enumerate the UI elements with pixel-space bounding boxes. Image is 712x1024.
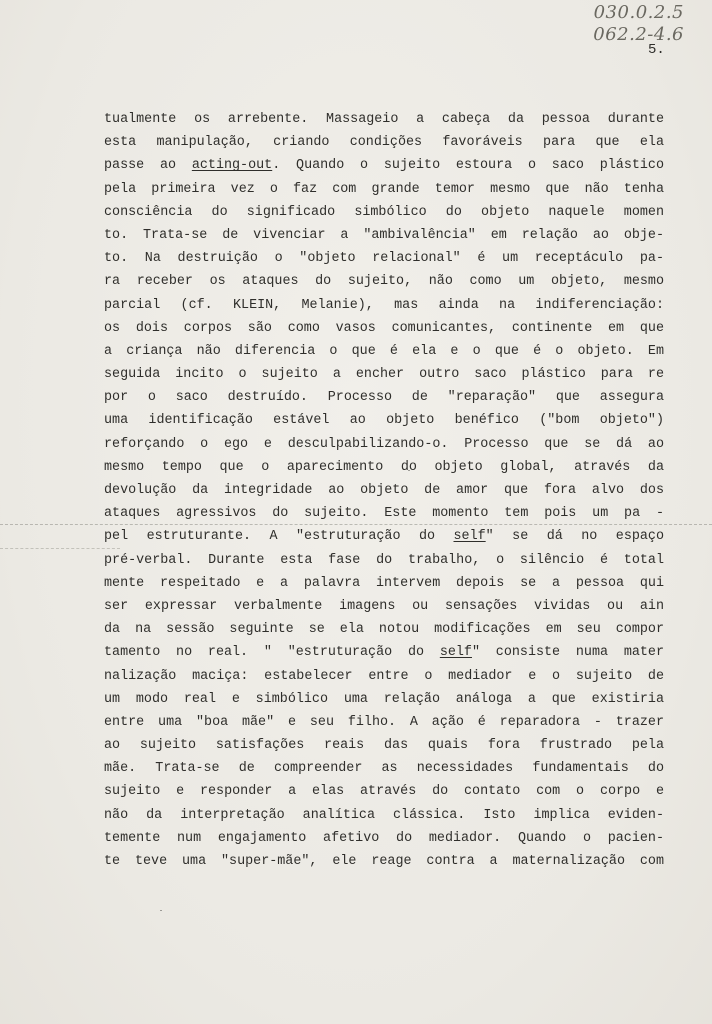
text-segment: mãe. Trata-se de compreender as necessidades fundamentais do: [104, 761, 664, 777]
text-line: [104, 804, 664, 827]
text-segment: . Quando o sujeito estoura o saco plástico: [272, 158, 664, 174]
text-segment: entre uma "boa mãe" e seu filho. A ação é reparadora - trazer: [104, 714, 664, 730]
text-segment: " consiste numa mater: [471, 645, 664, 661]
text-line: [104, 108, 664, 131]
text-segment: mesmo tempo que o aparecimento do objeto global, através da: [104, 459, 664, 475]
text-line: [104, 386, 664, 409]
text-segment: " se dá no espaço: [485, 529, 664, 545]
text-segment: um modo real e simbólico uma relação análoga a que existiria: [104, 691, 664, 707]
underlined-term: acting-out: [191, 158, 273, 174]
text-segment: parcial (cf. KLEIN, Melanie), mas ainda na indiferenciação:: [104, 297, 664, 313]
text-segment: da na sessão seguinte se ela notou modificações em seu compor: [104, 622, 664, 638]
text-segment: consciência do significado simbólico do objeto naquele momen: [104, 204, 664, 220]
text-line: [104, 131, 664, 154]
text-segment: devolução da integridade ao objeto de amor que fora alvo dos: [104, 483, 664, 498]
paper-speck: [160, 910, 162, 911]
text-line: [104, 409, 664, 432]
text-line: [104, 363, 664, 386]
text-line: [104, 827, 664, 850]
text-line: [104, 549, 664, 572]
text-line: [104, 479, 664, 502]
text-segment: pré-verbal. Durante esta fase do trabalho, o silêncio é total: [104, 552, 664, 568]
text-line: [104, 433, 664, 456]
text-line: [104, 502, 664, 525]
text-line: [104, 850, 664, 873]
text-segment: pela primeira vez o faz com grande temor mesmo que não tenha: [104, 181, 664, 197]
body-text: [104, 108, 664, 873]
text-segment: mente respeitado e a palavra intervem depois se a pessoa qui: [104, 575, 664, 591]
text-line: [104, 201, 664, 224]
text-segment: os dois corpos são como vasos comunicantes, continente em que: [104, 320, 664, 336]
text-segment: ataques agressivos do sujeito. Este momento tem pois um pa -: [104, 506, 664, 522]
text-segment: nalização maciça: estabelecer entre o mediador e o sujeito de: [104, 668, 664, 684]
archive-code-1: 030.0.2.5: [593, 2, 684, 23]
text-line: [104, 456, 664, 479]
text-segment: sujeito e responder a elas através do contato com o corpo e: [104, 784, 664, 800]
text-segment: não da interpretação analítica clássica. Isto implica eviden-: [104, 807, 664, 823]
text-segment: reforçando o ego e desculpabilizando-o. Processo que se dá ao: [104, 436, 664, 452]
text-segment: pel estruturante. A "estruturação do: [104, 529, 454, 545]
text-line: [104, 317, 664, 340]
text-line: [104, 270, 664, 293]
text-line: [104, 665, 664, 688]
fold-mark-left: [0, 548, 120, 549]
underlined-term: self: [439, 645, 472, 661]
text-segment: to. Trata-se de vivenciar a "ambivalência" em relação ao obje-: [104, 227, 664, 243]
text-line: [104, 688, 664, 711]
text-segment: passe ao: [104, 158, 192, 174]
text-line: [104, 618, 664, 641]
text-segment: esta manipulação, criando condições favoráveis para que ela: [104, 135, 664, 151]
text-segment: seguida incito o sujeito a encher outro saco plástico para re: [104, 367, 664, 383]
text-segment: a criança não diferencia o que é ela e o que é o objeto. Em: [104, 343, 664, 359]
text-segment: ser expressar verbalmente imagens ou sensações vividas ou ain: [104, 598, 664, 614]
text-segment: te teve uma "super-mãe", ele reage contra a maternalização com: [104, 854, 664, 869]
text-line: [104, 247, 664, 270]
archive-code-2: 062.2-4.6: [593, 24, 684, 45]
text-line: [104, 595, 664, 618]
underlined-term: self: [453, 529, 486, 545]
text-line: [104, 757, 664, 780]
text-line: [104, 294, 664, 317]
text-line: [104, 340, 664, 363]
text-segment: uma identificação estável ao objeto benéfico ("bom objeto"): [104, 413, 664, 429]
text-segment: temente num engajamento afetivo do mediador. Quando o pacien-: [104, 830, 664, 846]
text-line: [104, 178, 664, 201]
text-segment: por o saco destruído. Processo de "reparação" que assegura: [104, 390, 664, 406]
text-line: [104, 711, 664, 734]
text-line: [104, 780, 664, 803]
text-segment: tamento no real. " "estruturação do: [104, 645, 440, 661]
text-segment: to. Na destruição o "objeto relacional" é um receptáculo pa-: [104, 251, 664, 267]
text-segment: ra receber os ataques do sujeito, não como um objeto, mesmo: [104, 274, 664, 290]
text-line: [104, 525, 664, 548]
text-segment: tualmente os arrebente. Massageio a cabeça da pessoa durante: [104, 112, 664, 127]
text-line: [104, 224, 664, 247]
text-line: [104, 641, 664, 664]
text-line: [104, 734, 664, 757]
text-line: [104, 572, 664, 595]
text-segment: ao sujeito satisfações reais das quais fora frustrado pela: [104, 738, 664, 754]
page-number: 5.: [648, 42, 665, 58]
text-line: [104, 154, 664, 177]
